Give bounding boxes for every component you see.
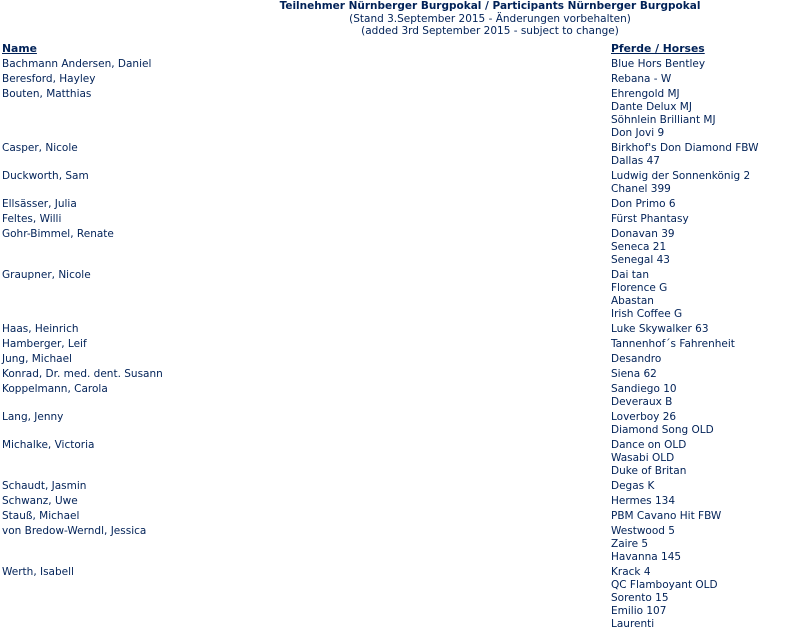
- participant-row: [0, 510, 789, 525]
- rider-name: Haas, Heinrich: [2, 323, 79, 335]
- participant-row: [0, 198, 789, 213]
- rider-name: Beresford, Hayley: [2, 73, 96, 85]
- rider-name: Schaudt, Jasmin: [2, 480, 87, 492]
- horse-name: Zaire 5: [611, 538, 649, 550]
- horse-name: QC Flamboyant OLD: [611, 579, 718, 591]
- rider-name: Duckworth, Sam: [2, 170, 89, 182]
- participant-row: [0, 383, 789, 411]
- horse-list: [611, 383, 789, 409]
- horse-list: [611, 269, 789, 321]
- horse-list: [611, 411, 789, 437]
- horse-list: [611, 353, 789, 366]
- horse-name: Duke of Britan: [611, 465, 687, 477]
- rider-name: Bachmann Andersen, Daniel: [2, 58, 152, 70]
- horse-name: Ludwig der Sonnenkönig 2: [611, 170, 751, 182]
- horse-name: Krack 4: [611, 566, 651, 578]
- rider-name: Gohr-Bimmel, Renate: [2, 228, 114, 240]
- horse-name: Havanna 145: [611, 551, 682, 563]
- horse-list: [611, 525, 789, 564]
- participant-row: [0, 213, 789, 228]
- horse-list: [611, 142, 789, 168]
- participant-row: [0, 480, 789, 495]
- horse-name: Dante Delux MJ: [611, 101, 692, 113]
- horse-name: Dai tan: [611, 269, 649, 281]
- horse-name: Rebana - W: [611, 73, 672, 85]
- horse-list: [611, 495, 789, 508]
- page-title: Teilnehmer Nürnberger Burgpokal / Participants Nürnberger Burgpokal: [279, 0, 701, 12]
- horse-list: [611, 213, 789, 226]
- status-note-english: (added 3rd September 2015 - subject to change): [361, 25, 619, 37]
- horse-name: Tannenhof´s Fahrenheit: [611, 338, 735, 350]
- horse-name: PBM Cavano Hit FBW: [611, 510, 722, 522]
- horse-name: Söhnlein Brilliant MJ: [611, 114, 716, 126]
- rider-name: Werth, Isabell: [2, 566, 74, 578]
- horse-list: [611, 88, 789, 140]
- horse-name: Sorento 15: [611, 592, 669, 604]
- horse-name: Dance on OLD: [611, 439, 687, 451]
- participant-row: [0, 323, 789, 338]
- horse-name: Fürst Phantasy: [611, 213, 689, 225]
- horse-name: Degas K: [611, 480, 655, 492]
- rider-name: Koppelmann, Carola: [2, 383, 108, 395]
- participant-row: [0, 170, 789, 198]
- participant-row: [0, 142, 789, 170]
- horse-list: [611, 58, 789, 71]
- rider-name: Schwanz, Uwe: [2, 495, 78, 507]
- horse-name: Don Jovi 9: [611, 127, 665, 139]
- participants-table: [0, 58, 789, 633]
- participant-row: [0, 353, 789, 368]
- horse-name: Laurenti: [611, 618, 655, 630]
- participant-row: [0, 495, 789, 510]
- horse-name: Dallas 47: [611, 155, 660, 167]
- participant-row: [0, 269, 789, 323]
- participant-row: [0, 88, 789, 142]
- horse-list: [611, 73, 789, 86]
- document-header: [0, 0, 789, 38]
- horse-name: Emilio 107: [611, 605, 667, 617]
- rider-name: Stauß, Michael: [2, 510, 80, 522]
- participant-row: [0, 58, 789, 73]
- horse-list: [611, 338, 789, 351]
- rider-name: Hamberger, Leif: [2, 338, 87, 350]
- participant-row: [0, 566, 789, 633]
- column-header-name: Name: [2, 42, 37, 55]
- participant-row: [0, 338, 789, 353]
- status-note-german: (Stand 3.September 2015 - Änderungen vorbehalten): [349, 12, 631, 25]
- horse-name: Donavan 39: [611, 228, 675, 240]
- column-header-horses: Pferde / Horses: [611, 42, 705, 55]
- rider-name: von Bredow-Werndl, Jessica: [2, 525, 147, 537]
- horse-name: Desandro: [611, 353, 662, 365]
- participant-row: [0, 368, 789, 383]
- horse-name: Birkhof's Don Diamond FBW: [611, 142, 759, 154]
- horse-name: Don Primo 6: [611, 198, 676, 210]
- participant-row: [0, 73, 789, 88]
- horse-name: Chanel 399: [611, 183, 671, 195]
- participant-row: [0, 439, 789, 480]
- horse-list: [611, 566, 789, 631]
- rider-name: Graupner, Nicole: [2, 269, 91, 281]
- rider-name: Lang, Jenny: [2, 411, 64, 423]
- rider-name: Ellsässer, Julia: [2, 198, 77, 210]
- horse-name: Loverboy 26: [611, 411, 677, 423]
- horse-name: Irish Coffee G: [611, 308, 683, 320]
- participant-row: [0, 411, 789, 439]
- horse-name: Ehrengold MJ: [611, 88, 680, 100]
- rider-name: Casper, Nicole: [2, 142, 78, 154]
- horse-list: [611, 368, 789, 381]
- horse-name: Luke Skywalker 63: [611, 323, 709, 335]
- horse-list: [611, 228, 789, 267]
- horse-list: [611, 170, 789, 196]
- horse-name: Sandiego 10: [611, 383, 677, 395]
- horse-name: Florence G: [611, 282, 668, 294]
- horse-list: [611, 480, 789, 493]
- horse-name: Seneca 21: [611, 241, 667, 253]
- horse-name: Wasabi OLD: [611, 452, 675, 464]
- horse-name: Deveraux B: [611, 396, 673, 408]
- horse-name: Senegal 43: [611, 254, 670, 266]
- horse-list: [611, 439, 789, 478]
- participant-row: [0, 525, 789, 566]
- rider-name: Jung, Michael: [2, 353, 72, 365]
- rider-name: Bouten, Matthias: [2, 88, 92, 100]
- participant-row: [0, 228, 789, 269]
- horse-name: Westwood 5: [611, 525, 675, 537]
- rider-name: Konrad, Dr. med. dent. Susann: [2, 368, 163, 380]
- horse-name: Diamond Song OLD: [611, 424, 714, 436]
- horse-list: [611, 323, 789, 336]
- horse-name: Hermes 134: [611, 495, 676, 507]
- horse-list: [611, 198, 789, 211]
- rider-name: Michalke, Victoria: [2, 439, 95, 451]
- horse-list: [611, 510, 789, 523]
- rider-name: Feltes, Willi: [2, 213, 62, 225]
- horse-name: Abastan: [611, 295, 654, 307]
- horse-name: Siena 62: [611, 368, 657, 380]
- horse-name: Blue Hors Bentley: [611, 58, 706, 70]
